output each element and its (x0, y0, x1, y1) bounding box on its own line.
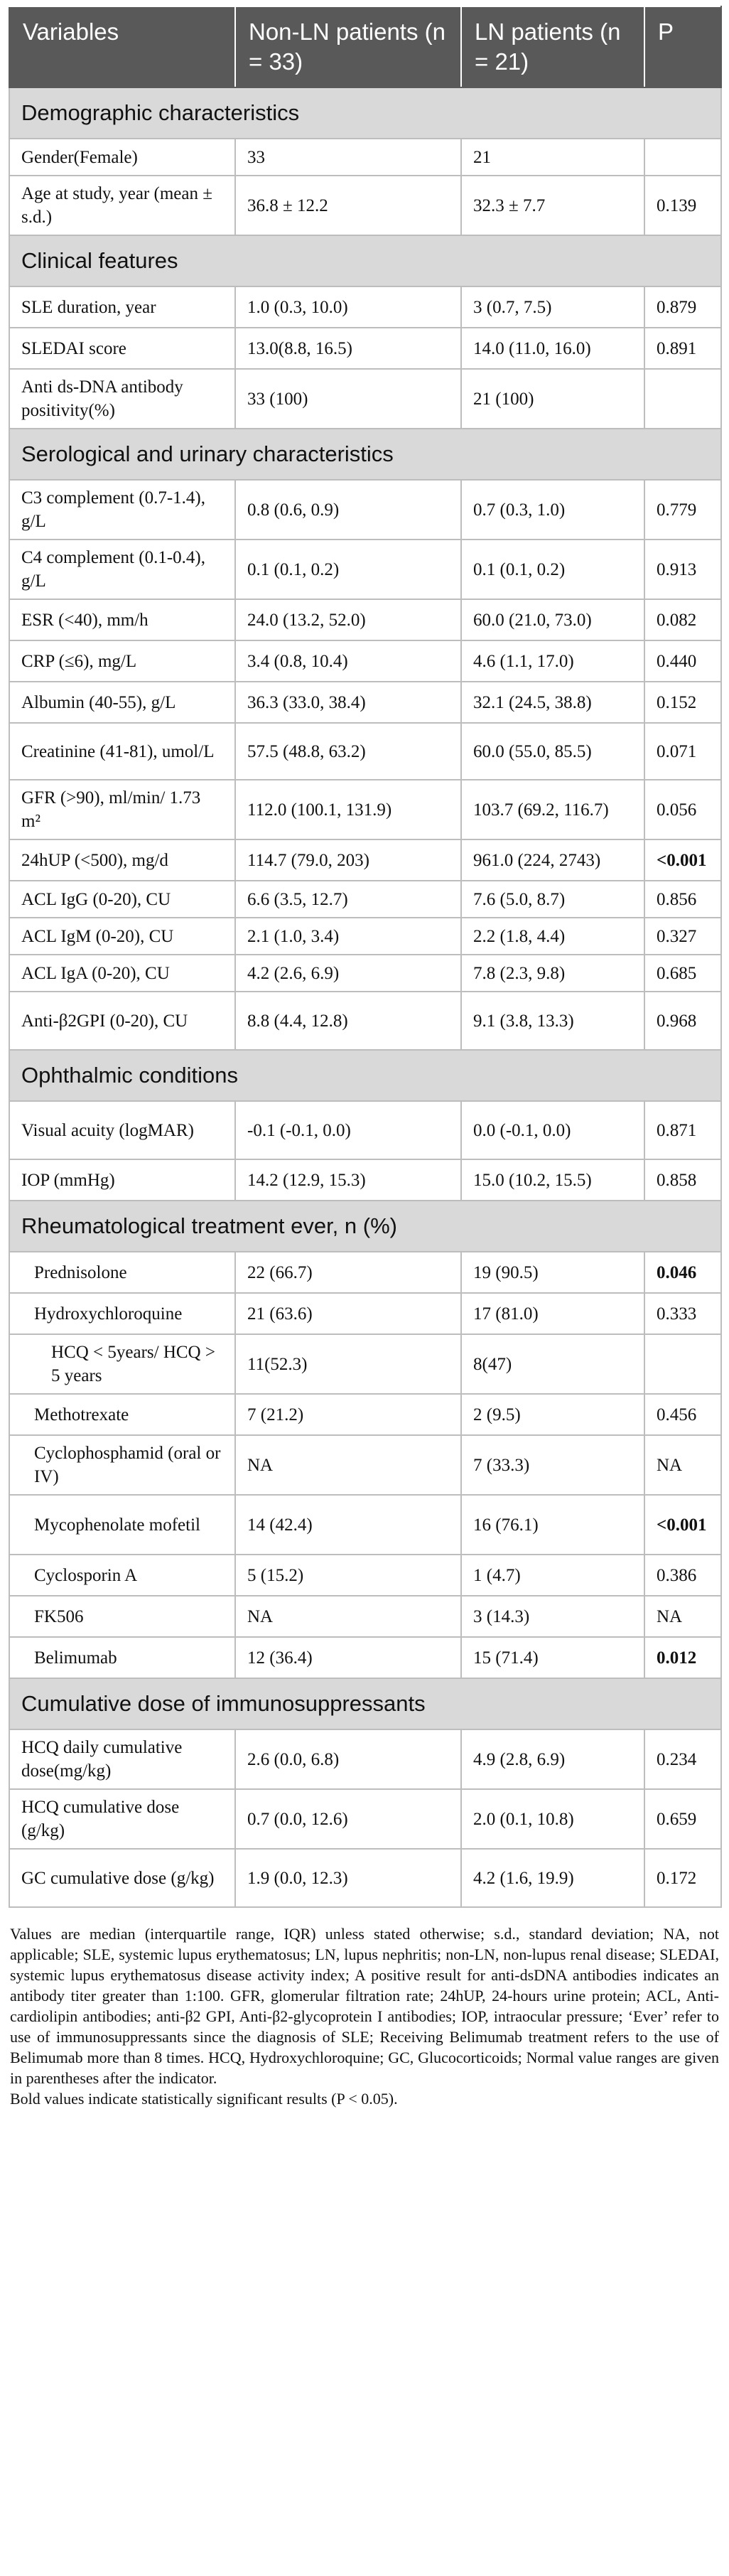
table-row (9, 1555, 721, 1596)
non-ln-value-cell: 33 (235, 139, 461, 176)
non-ln-value-cell: -0.1 (-0.1, 0.0) (235, 1101, 461, 1159)
variable-cell: Creatinine (41-81), umol/L (9, 723, 235, 780)
ln-value-cell: 32.1 (24.5, 38.8) (461, 682, 644, 723)
p-value-cell (644, 369, 721, 429)
ln-value-cell: 60.0 (55.0, 85.5) (461, 723, 644, 780)
non-ln-value-cell: NA (235, 1596, 461, 1637)
p-value-cell: 0.871 (644, 1101, 721, 1159)
p-value-cell (644, 1334, 721, 1394)
table-page (9, 6, 720, 2109)
non-ln-value-cell: 11(52.3) (235, 1334, 461, 1394)
non-ln-value-cell: 0.1 (0.1, 0.2) (235, 540, 461, 599)
non-ln-value-cell: 36.3 (33.0, 38.4) (235, 682, 461, 723)
section-title: Rheumatological treatment ever, n (%) (9, 1201, 721, 1252)
ln-value-cell: 1 (4.7) (461, 1555, 644, 1596)
p-value-cell: 0.879 (644, 286, 721, 328)
ln-value-cell: 17 (81.0) (461, 1293, 644, 1334)
ln-value-cell: 2.0 (0.1, 10.8) (461, 1789, 644, 1849)
table-row (9, 1334, 721, 1394)
section-title: Ophthalmic conditions (9, 1050, 721, 1101)
section-title: Demographic characteristics (9, 87, 721, 139)
variable-cell: Hydroxychloroquine (9, 1293, 235, 1334)
header-non-ln: Non-LN patients (n = 33) (235, 6, 461, 87)
p-value-cell: 0.082 (644, 599, 721, 640)
table-row (9, 881, 721, 918)
p-value-cell: 0.856 (644, 881, 721, 918)
ln-value-cell: 0.0 (-0.1, 0.0) (461, 1101, 644, 1159)
variable-cell: HCQ daily cumulative dose(mg/kg) (9, 1729, 235, 1789)
table-row (9, 540, 721, 599)
non-ln-value-cell: 2.1 (1.0, 3.4) (235, 918, 461, 955)
table-row (9, 1293, 721, 1334)
non-ln-value-cell: 1.9 (0.0, 12.3) (235, 1849, 461, 1907)
p-value-cell: 0.440 (644, 640, 721, 682)
table-row (9, 1159, 721, 1201)
table-row (9, 369, 721, 429)
non-ln-value-cell: 2.6 (0.0, 6.8) (235, 1729, 461, 1789)
section-header-row (9, 235, 721, 286)
table-row (9, 139, 721, 176)
p-value-cell: 0.327 (644, 918, 721, 955)
variable-cell: ESR (<40), mm/h (9, 599, 235, 640)
non-ln-value-cell: 8.8 (4.4, 12.8) (235, 992, 461, 1050)
ln-value-cell: 2 (9.5) (461, 1394, 644, 1435)
non-ln-value-cell: 24.0 (13.2, 52.0) (235, 599, 461, 640)
table-row (9, 992, 721, 1050)
non-ln-value-cell: 5 (15.2) (235, 1555, 461, 1596)
p-value-cell: 0.659 (644, 1789, 721, 1849)
non-ln-value-cell: 7 (21.2) (235, 1394, 461, 1435)
header-ln: LN patients (n = 21) (461, 6, 644, 87)
ln-value-cell: 7.6 (5.0, 8.7) (461, 881, 644, 918)
variable-cell: ACL IgG (0-20), CU (9, 881, 235, 918)
table-row (9, 723, 721, 780)
non-ln-value-cell: 112.0 (100.1, 131.9) (235, 780, 461, 839)
table-row (9, 328, 721, 369)
p-value-cell: NA (644, 1596, 721, 1637)
variable-cell: IOP (mmHg) (9, 1159, 235, 1201)
non-ln-value-cell: 3.4 (0.8, 10.4) (235, 640, 461, 682)
table-row (9, 1637, 721, 1678)
ln-value-cell: 2.2 (1.8, 4.4) (461, 918, 644, 955)
table-row (9, 1729, 721, 1789)
variable-cell: HCQ < 5years/ HCQ > 5 years (9, 1334, 235, 1394)
variable-cell: SLEDAI score (9, 328, 235, 369)
section-header-row (9, 1678, 721, 1729)
table-body (9, 87, 721, 1907)
p-value-cell: 0.913 (644, 540, 721, 599)
table-row (9, 1849, 721, 1907)
table-row (9, 955, 721, 992)
variable-cell: Methotrexate (9, 1394, 235, 1435)
variable-cell: Albumin (40-55), g/L (9, 682, 235, 723)
non-ln-value-cell: 4.2 (2.6, 6.9) (235, 955, 461, 992)
ln-value-cell: 4.9 (2.8, 6.9) (461, 1729, 644, 1789)
variable-cell: Belimumab (9, 1637, 235, 1678)
section-header-row (9, 429, 721, 480)
non-ln-value-cell: 0.7 (0.0, 12.6) (235, 1789, 461, 1849)
non-ln-value-cell: 14.2 (12.9, 15.3) (235, 1159, 461, 1201)
variable-cell: SLE duration, year (9, 286, 235, 328)
non-ln-value-cell: 1.0 (0.3, 10.0) (235, 286, 461, 328)
ln-value-cell: 961.0 (224, 2743) (461, 839, 644, 881)
section-title: Cumulative dose of immunosuppressants (9, 1678, 721, 1729)
ln-value-cell: 7 (33.3) (461, 1435, 644, 1495)
ln-value-cell: 4.2 (1.6, 19.9) (461, 1849, 644, 1907)
variable-cell: Prednisolone (9, 1252, 235, 1293)
variable-cell: ACL IgM (0-20), CU (9, 918, 235, 955)
variable-cell: Anti ds-DNA antibody positivity(%) (9, 369, 235, 429)
non-ln-value-cell: 36.8 ± 12.2 (235, 176, 461, 235)
table-row (9, 1101, 721, 1159)
p-value-cell: 0.152 (644, 682, 721, 723)
non-ln-value-cell: 57.5 (48.8, 63.2) (235, 723, 461, 780)
section-title: Serological and urinary characteristics (9, 429, 721, 480)
table-row (9, 599, 721, 640)
table-row (9, 839, 721, 881)
table-row (9, 682, 721, 723)
variable-cell: Anti-β2GPI (0-20), CU (9, 992, 235, 1050)
variable-cell: C3 complement (0.7-1.4), g/L (9, 480, 235, 540)
variable-cell: 24hUP (<500), mg/d (9, 839, 235, 881)
ln-value-cell: 15.0 (10.2, 15.5) (461, 1159, 644, 1201)
section-title: Clinical features (9, 235, 721, 286)
p-value-cell: 0.968 (644, 992, 721, 1050)
non-ln-value-cell: 33 (100) (235, 369, 461, 429)
table-row (9, 1789, 721, 1849)
section-header-row (9, 1050, 721, 1101)
variable-cell: ACL IgA (0-20), CU (9, 955, 235, 992)
p-value-cell (644, 139, 721, 176)
ln-value-cell: 3 (14.3) (461, 1596, 644, 1637)
table-row (9, 286, 721, 328)
non-ln-value-cell: 21 (63.6) (235, 1293, 461, 1334)
table-row (9, 918, 721, 955)
table-row (9, 480, 721, 540)
ln-value-cell: 4.6 (1.1, 17.0) (461, 640, 644, 682)
header-variables: Variables (9, 6, 235, 87)
non-ln-value-cell: 14 (42.4) (235, 1495, 461, 1555)
footnote-bold-note: Bold values indicate statistically significant results (P < 0.05). (10, 2090, 398, 2108)
variable-cell: CRP (≤6), mg/L (9, 640, 235, 682)
header-p: P (644, 6, 721, 87)
variable-cell: Cyclophosphamid (oral or IV) (9, 1435, 235, 1495)
characteristics-table (9, 6, 722, 1908)
table-row (9, 1252, 721, 1293)
variable-cell: Cyclosporin A (9, 1555, 235, 1596)
ln-value-cell: 7.8 (2.3, 9.8) (461, 955, 644, 992)
ln-value-cell: 15 (71.4) (461, 1637, 644, 1678)
table-row (9, 640, 721, 682)
table-row (9, 780, 721, 839)
ln-value-cell: 14.0 (11.0, 16.0) (461, 328, 644, 369)
non-ln-value-cell: 114.7 (79.0, 203) (235, 839, 461, 881)
p-value-cell: <0.001 (644, 1495, 721, 1555)
variable-cell: Visual acuity (logMAR) (9, 1101, 235, 1159)
non-ln-value-cell: 22 (66.7) (235, 1252, 461, 1293)
non-ln-value-cell: 0.8 (0.6, 0.9) (235, 480, 461, 540)
non-ln-value-cell: NA (235, 1435, 461, 1495)
p-value-cell: 0.139 (644, 176, 721, 235)
non-ln-value-cell: 13.0(8.8, 16.5) (235, 328, 461, 369)
variable-cell: GFR (>90), ml/min/ 1.73 m² (9, 780, 235, 839)
p-value-cell: 0.333 (644, 1293, 721, 1334)
ln-value-cell: 9.1 (3.8, 13.3) (461, 992, 644, 1050)
table-footnote (9, 1923, 720, 2109)
p-value-cell: 0.685 (644, 955, 721, 992)
p-value-cell: 0.046 (644, 1252, 721, 1293)
p-value-cell: 0.891 (644, 328, 721, 369)
p-value-cell: 0.012 (644, 1637, 721, 1678)
ln-value-cell: 21 (461, 139, 644, 176)
variable-cell: FK506 (9, 1596, 235, 1637)
p-value-cell: 0.234 (644, 1729, 721, 1789)
non-ln-value-cell: 12 (36.4) (235, 1637, 461, 1678)
ln-value-cell: 60.0 (21.0, 73.0) (461, 599, 644, 640)
table-header-row (9, 6, 721, 87)
p-value-cell: 0.071 (644, 723, 721, 780)
variable-cell: C4 complement (0.1-0.4), g/L (9, 540, 235, 599)
variable-cell: Mycophenolate mofetil (9, 1495, 235, 1555)
ln-value-cell: 21 (100) (461, 369, 644, 429)
table-row (9, 1435, 721, 1495)
p-value-cell: 0.456 (644, 1394, 721, 1435)
ln-value-cell: 32.3 ± 7.7 (461, 176, 644, 235)
table-row (9, 1596, 721, 1637)
table-row (9, 176, 721, 235)
p-value-cell: 0.386 (644, 1555, 721, 1596)
ln-value-cell: 19 (90.5) (461, 1252, 644, 1293)
table-row (9, 1495, 721, 1555)
variable-cell: Gender(Female) (9, 139, 235, 176)
p-value-cell: 0.172 (644, 1849, 721, 1907)
variable-cell: GC cumulative dose (g/kg) (9, 1849, 235, 1907)
variable-cell: HCQ cumulative dose (g/kg) (9, 1789, 235, 1849)
variable-cell: Age at study, year (mean ± s.d.) (9, 176, 235, 235)
ln-value-cell: 16 (76.1) (461, 1495, 644, 1555)
p-value-cell: 0.858 (644, 1159, 721, 1201)
ln-value-cell: 8(47) (461, 1334, 644, 1394)
non-ln-value-cell: 6.6 (3.5, 12.7) (235, 881, 461, 918)
p-value-cell: <0.001 (644, 839, 721, 881)
p-value-cell: NA (644, 1435, 721, 1495)
ln-value-cell: 0.7 (0.3, 1.0) (461, 480, 644, 540)
section-header-row (9, 1201, 721, 1252)
ln-value-cell: 3 (0.7, 7.5) (461, 286, 644, 328)
table-row (9, 1394, 721, 1435)
ln-value-cell: 103.7 (69.2, 116.7) (461, 780, 644, 839)
ln-value-cell: 0.1 (0.1, 0.2) (461, 540, 644, 599)
p-value-cell: 0.056 (644, 780, 721, 839)
p-value-cell: 0.779 (644, 480, 721, 540)
footnote-abbreviations: Values are median (interquartile range, IQR) unless stated otherwise; s.d., standard deviation; NA, not applicable; SLE, systemic lupus erythematosus; LN, lupus nephritis; non-LN, non-lupus renal disease; SLEDAI, systemic lupus erythematosus disease activity index; A positive result for anti-dsDNA antibodies indicates an antibody titer greater than 1:100. GFR, glomerular filtration rate; 24hUP, 24-hours urine protein; ACL, Anti-cardiolipin antibodies; anti-β2 GPI, Anti-β2-glycoprotein I antibodies; IOP, intraocular pressure; ‘Ever’ refer to use of immunosuppressants since the diagnosis of SLE; Receiving Belimumab treatment refers to the use of Belimumab more than 8 times. HCQ, Hydroxychloroquine; GC, Glucocorticoids; Normal value ranges are given in parentheses after the indicator. (10, 1925, 719, 2087)
section-header-row (9, 87, 721, 139)
